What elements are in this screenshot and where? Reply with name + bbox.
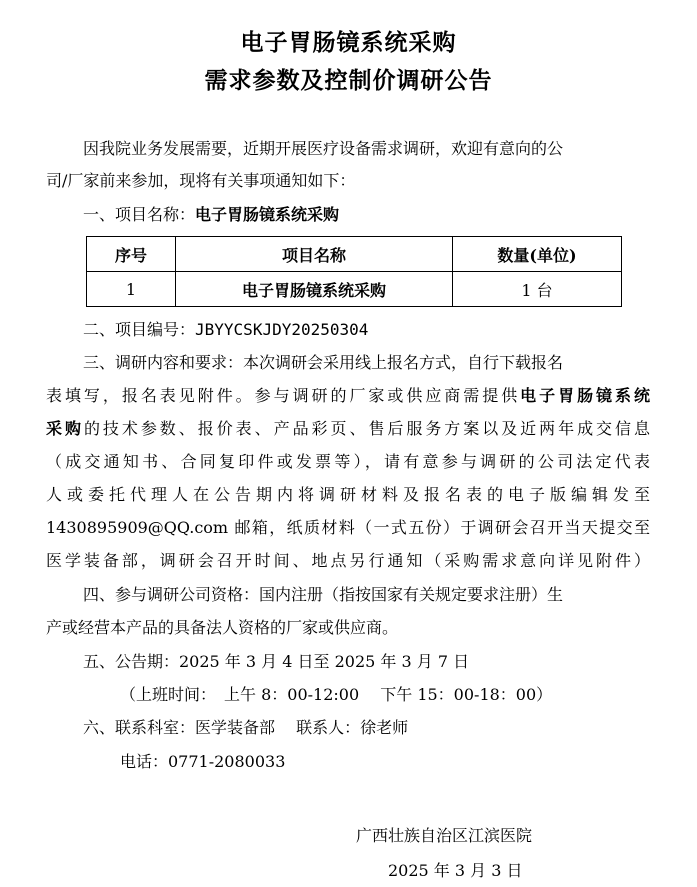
table-header-row [87, 237, 622, 272]
table-cell-name: 电子胃肠镜系统采购 [176, 272, 453, 307]
section3-line-1: 三、调研内容和要求：本次调研会采用线上报名方式，自行下载报名 [83, 353, 564, 372]
section3-line-3-bold: 采购 [46, 419, 84, 438]
page-title: 电子胃肠镜系统采购 [240, 29, 457, 56]
section6-line-1: 六、联系科室：医学装备部 联系人：徐老师 [83, 718, 409, 737]
section3-line-3-text: 的技术参数、报价表、产品彩页、售后服务方案以及近两年成交信息 [83, 419, 650, 438]
table-cell-index: 1 [87, 272, 176, 307]
section-project-name [83, 204, 339, 226]
section3-line-6: 1430895909@QQ.com 邮箱，纸质材料（一式五份）于调研会召开当天提交至 [46, 518, 650, 537]
section3-line-5: 人或委托代理人在公告期内将调研材料及报名表的电子版编辑发至 [46, 485, 650, 504]
section3-line-3 [46, 418, 650, 440]
signature-org: 广西壮族自治区江滨医院 [356, 826, 533, 845]
section5-line-2: （上班时间： 上午 8：00-12:00 下午 15：00-18：00） [120, 685, 553, 704]
section3-line-2 [46, 385, 650, 407]
section-project-code [83, 319, 368, 341]
table-row [87, 272, 622, 307]
project-name-label: 一、项目名称： [83, 205, 196, 224]
section4-line-1: 四、参与调研公司资格：国内注册（指按国家有关规定要求注册）生 [83, 585, 564, 604]
project-table [86, 236, 622, 307]
table-header-index: 序号 [87, 237, 176, 272]
section4-line-2: 产或经营本产品的具备法人资格的厂家或供应商。 [46, 618, 399, 637]
table-header-quantity: 数量(单位) [453, 237, 622, 272]
section3-line-2-bold: 电子胃肠镜系统 [520, 386, 650, 405]
project-name-value: 电子胃肠镜系统采购 [195, 205, 340, 224]
table-cell-quantity: 1 台 [453, 272, 622, 307]
section6-line-2: 电话：0771-2080033 [120, 752, 286, 771]
table-header-name: 项目名称 [176, 237, 453, 272]
section5-line-1: 五、公告期：2025 年 3 月 4 日至 2025 年 3 月 7 日 [83, 652, 470, 671]
signature-date: 2025 年 3 月 3 日 [388, 861, 523, 880]
intro-line-2: 司/厂家前来参加，现将有关事项通知如下： [46, 171, 356, 190]
section3-line-2-text: 表填写，报名表见附件。参与调研的厂家或供应商需提供 [46, 386, 521, 405]
project-code-value: JBYYCSKJDY20250304 [195, 320, 369, 339]
intro-line-1: 因我院业务发展需要，近期开展医疗设备需求调研，欢迎有意向的公 [83, 139, 564, 158]
page-subtitle: 需求参数及控制价调研公告 [204, 67, 493, 94]
section3-line-4: （成交通知书、合同复印件或发票等），请有意参与调研的公司法定代表 [46, 452, 650, 471]
section3-line-7: 医学装备部，调研会召开时间、地点另行通知（采购需求意向详见附件） [46, 551, 650, 570]
project-code-label: 二、项目编号： [83, 320, 196, 339]
